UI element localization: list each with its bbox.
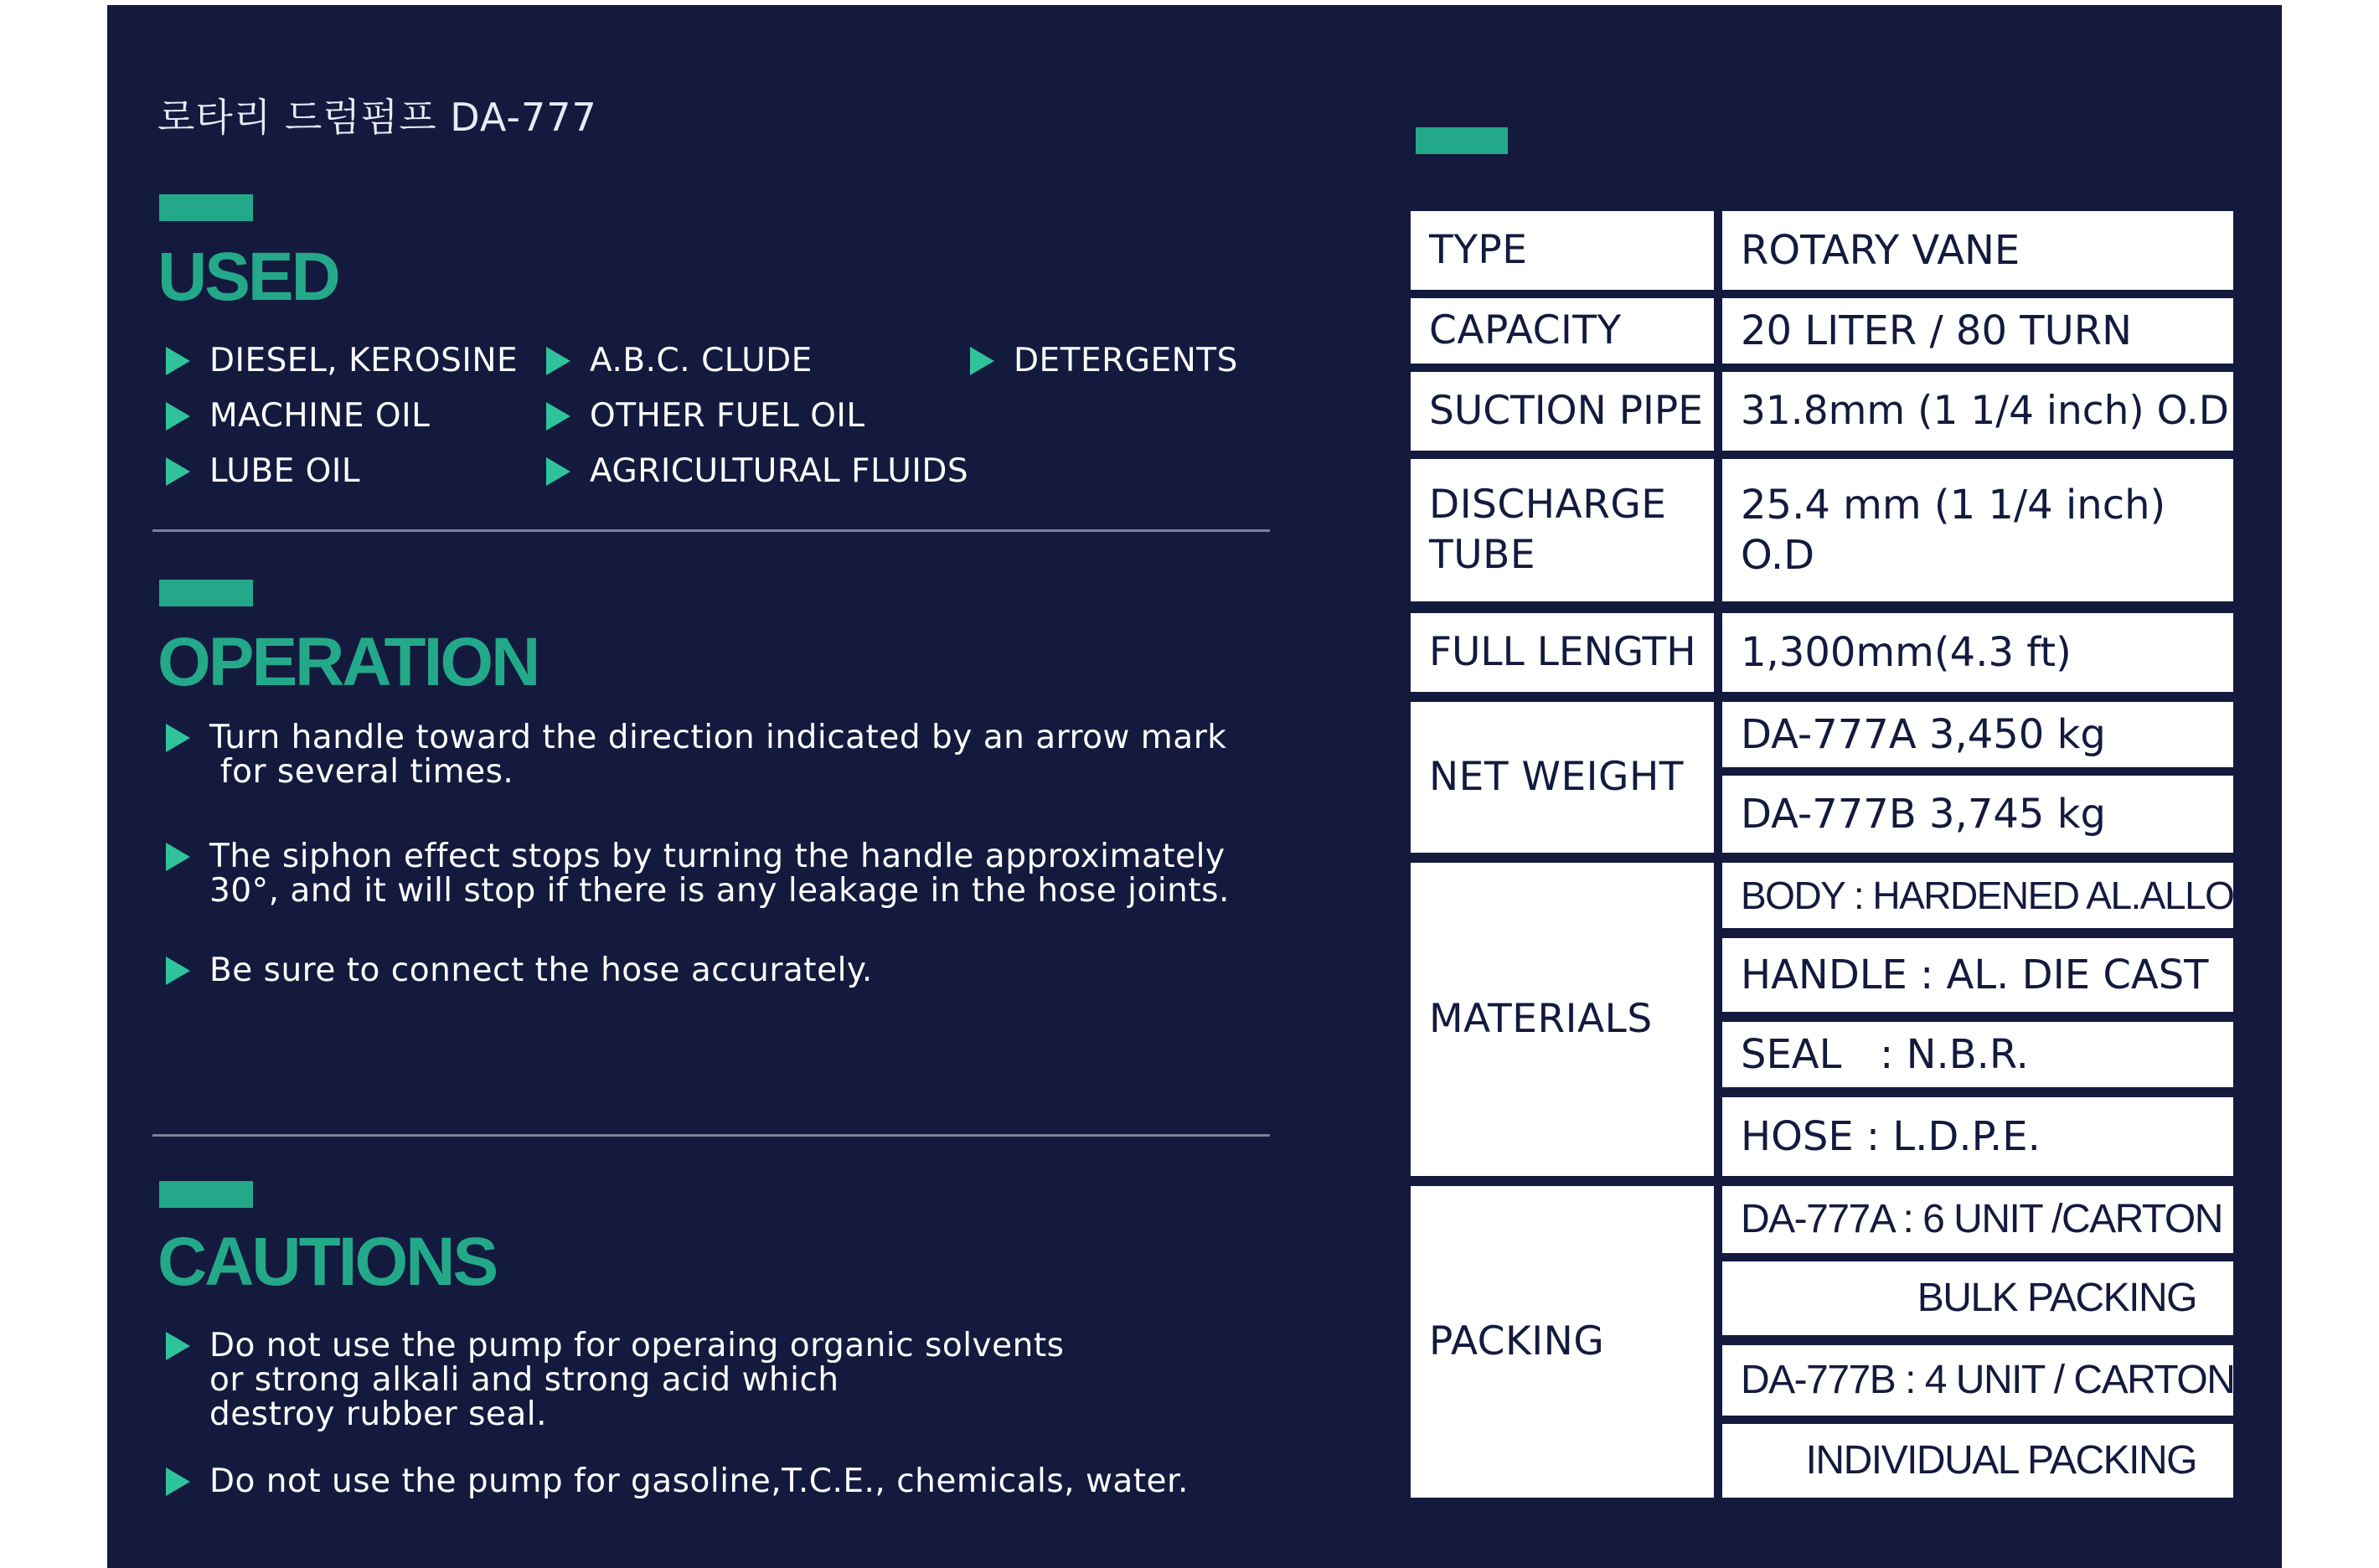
- operation-heading: OPERATION: [157, 624, 539, 700]
- spec-value-packing-b-type: INDIVIDUAL PACKING: [1722, 1424, 2233, 1498]
- spec-value-suction: 31.8mm (1 1/4 inch) O.D: [1722, 372, 2233, 451]
- used-item: DIESEL, KEROSINE: [166, 343, 518, 378]
- spec-value-packing-a: DA-777A : 6 UNIT /CARTON: [1722, 1186, 2233, 1253]
- spec-value-type: ROTARY VANE: [1722, 211, 2233, 290]
- spec-label-materials: MATERIALS: [1411, 863, 1714, 1176]
- spec-value-length: 1,300mm(4.3 ft): [1722, 613, 2233, 692]
- arrow-right-icon: [166, 957, 190, 985]
- operation-item: Be sure to connect the hose accurately.: [166, 953, 873, 988]
- arrow-right-icon: [166, 457, 190, 486]
- arrow-right-icon: [546, 402, 570, 431]
- spec-value-material-hose: HOSE : L.D.P.E.: [1722, 1097, 2233, 1176]
- spec-value-weight-a: DA-777A 3,450 kg: [1722, 702, 2233, 767]
- cautions-accent-bar: [159, 1181, 253, 1208]
- used-item: A.B.C. CLUDE: [546, 343, 813, 378]
- spec-value-capacity: 20 LITER / 80 TURN: [1722, 298, 2233, 364]
- cautions-item: Do not use the pump for operaing organic solvents or strong alkali and strong acid which destroy rubber seal.: [166, 1328, 1064, 1431]
- used-accent-bar: [159, 194, 253, 221]
- section-divider: [152, 1134, 1270, 1137]
- spec-label-length: FULL LENGTH: [1411, 613, 1714, 692]
- arrow-right-icon: [970, 347, 994, 375]
- spec-label-capacity: CAPACITY: [1411, 298, 1714, 364]
- arrow-right-icon: [546, 347, 570, 375]
- spec-value-packing-b: DA-777B : 4 UNIT / CARTON: [1722, 1345, 2233, 1416]
- spec-value-material-body: BODY : HARDENED AL.ALLOY: [1722, 863, 2233, 928]
- spec-label-discharge: DISCHARGE TUBE: [1411, 459, 1714, 601]
- spec-label-suction: SUCTION PIPE: [1411, 372, 1714, 451]
- spec-value-weight-b: DA-777B 3,745 kg: [1722, 776, 2233, 853]
- arrow-right-icon: [166, 724, 190, 752]
- spec-value-material-seal: SEAL : N.B.R.: [1722, 1022, 2233, 1087]
- section-divider: [152, 529, 1270, 532]
- operation-accent-bar: [159, 580, 253, 606]
- spec-label-packing: PACKING: [1411, 1186, 1714, 1498]
- used-heading: USED: [157, 239, 338, 315]
- used-item: LUBE OIL: [166, 454, 360, 488]
- arrow-right-icon: [166, 402, 190, 431]
- arrow-right-icon: [166, 347, 190, 375]
- arrow-right-icon: [546, 457, 570, 486]
- used-item: AGRICULTURAL FLUIDS: [546, 454, 968, 488]
- used-item: OTHER FUEL OIL: [546, 399, 865, 433]
- cautions-heading: CAUTIONS: [157, 1224, 497, 1300]
- used-item: MACHINE OIL: [166, 399, 430, 433]
- spec-value-discharge: 25.4 mm (1 1/4 inch) O.D: [1722, 459, 2233, 601]
- operation-item: The siphon effect stops by turning the handle approximately 30°, and it will stop if there is any leakage in the hose joints.: [166, 839, 1230, 908]
- used-item: DETERGENTS: [970, 343, 1238, 378]
- spec-label-type: TYPE: [1411, 211, 1714, 290]
- arrow-right-icon: [166, 1332, 190, 1360]
- spec-value-packing-a-type: BULK PACKING: [1722, 1261, 2233, 1335]
- page-title: 로타리 드럼펌프 DA-777: [157, 95, 597, 140]
- cautions-item: Do not use the pump for gasoline,T.C.E., chemicals, water.: [166, 1464, 1189, 1498]
- spec-label-weight: NET WEIGHT: [1411, 702, 1714, 853]
- spec-value-material-handle: HANDLE : AL. DIE CAST: [1722, 938, 2233, 1012]
- specs-accent-bar: [1416, 127, 1508, 154]
- arrow-right-icon: [166, 843, 190, 871]
- operation-item: Turn handle toward the direction indicated by an arrow mark for several times.: [166, 720, 1226, 789]
- arrow-right-icon: [166, 1467, 190, 1496]
